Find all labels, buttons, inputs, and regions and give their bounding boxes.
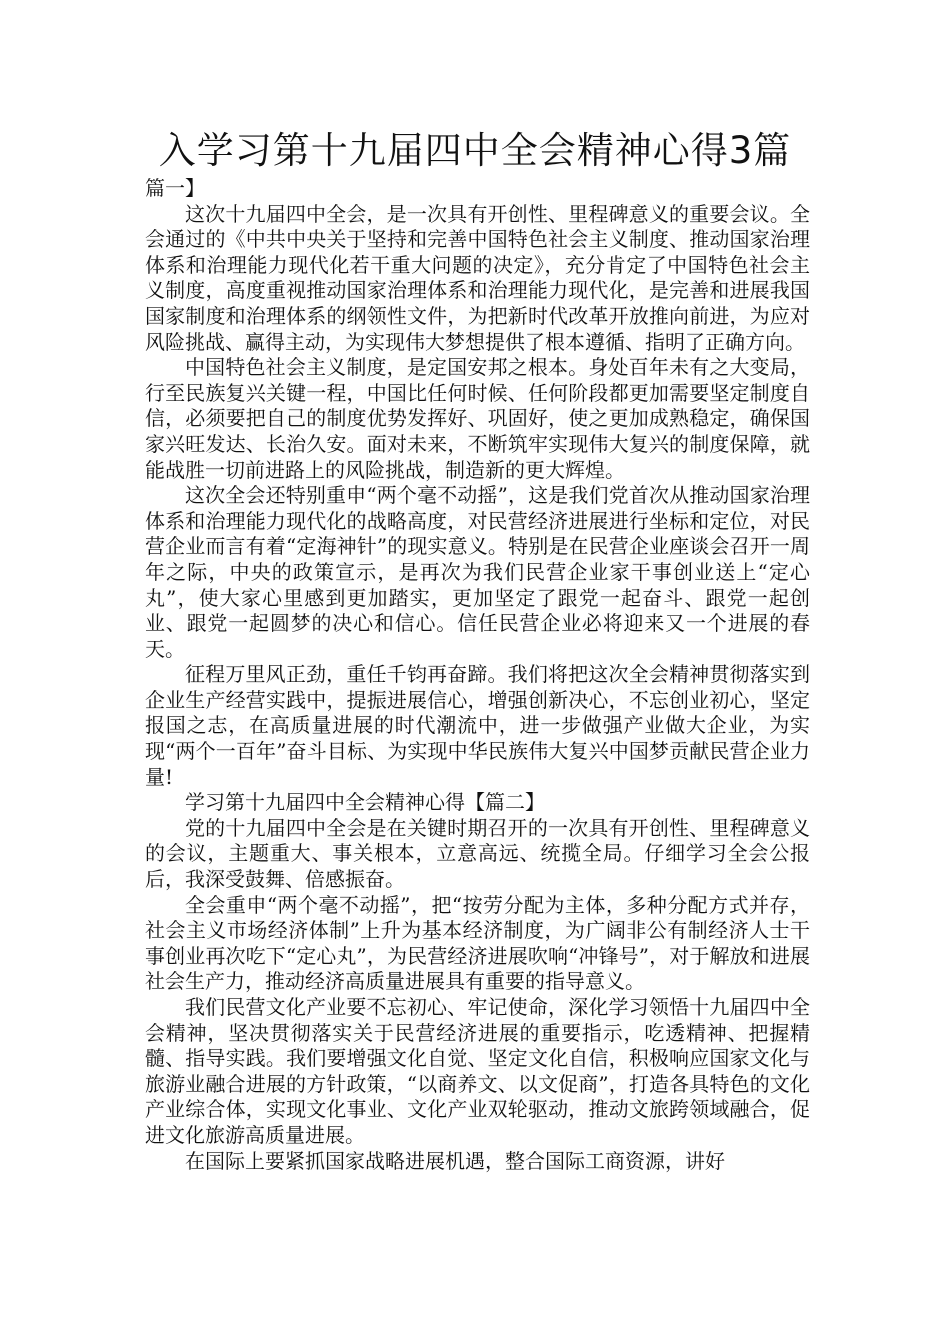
paragraph: 中国特色社会主义制度，是定国安邦之根本。身处百年未有之大变局，行至民族复兴关键一程，中国比任何时候、任何阶段都更加需要坚定制度自信，必须要把自己的制度优势发挥好、巩固好，使之更加成熟稳定，确保国家兴旺发达、长治久安。面对未来，不断筑牢实现伟大复兴的制度保障，就能战胜一切前进路上的风险挑战，制造新的更大辉煌。 <box>145 355 810 482</box>
paragraph: 这次全会还特别重申“两个毫不动摇”，这是我们党首次从推动国家治理体系和治理能力现代化的战略高度，对民营经济进展进行坐标和定位，对民营企业而言有着“定海神针”的现实意义。特别是在民营企业座谈会召开一周年之际，中央的政策宣示，是再次为我们民营企业家干事创业送上“定心丸”，使大家心里感到更加踏实，更加坚定了跟党一起奋斗、跟党一起创业、跟党一起圆梦的决心和信心。信任民营企业必将迎来又一个进展的春天。 <box>145 483 810 661</box>
section-heading: 学习第十九届四中全会精神心得【篇二】 <box>185 790 545 815</box>
section-heading: 篇一】 <box>145 176 205 200</box>
paragraph: 在国际上要紧抓国家战略进展机遇，整合国际工商资源，讲好 <box>185 1148 725 1173</box>
paragraph: 这次十九届四中全会，是一次具有开创性、里程碑意义的重要会议。全会通过的《中共中央关于坚持和完善中国特色社会主义制度、推动国家治理体系和治理能力现代化若干重大问题的决定》，充分肯定了中国特色社会主义制度，高度重视推动国家治理体系和治理能力现代化，是完善和进展我国国家制度和治理体系的纲领性文件，为把新时代改革开放推向前进，为应对风险挑战、赢得主动，为实现伟大梦想提供了根本遵循、指明了正确方向。 <box>145 201 810 354</box>
paragraph: 全会重申“两个毫不动摇”，把“按劳分配为主体，多种分配方式并存，社会主义市场经济体制”上升为基本经济制度，为广阔非公有制经济人士干事创业再次吃下“定心丸”，为民营经济进展吹响“冲锋号”，对于解放和进展社会生产力，推动经济高质量进展具有重要的指导意义。 <box>145 892 810 994</box>
document-title: 入学习第十九届四中全会精神心得3篇 <box>158 129 792 172</box>
paragraph: 征程万里风正劲，重任千钧再奋蹄。我们将把这次全会精神贯彻落实到企业生产经营实践中，提振进展信心，增强创新决心，不忘创业初心，坚定报国之志，在高质量进展的时代潮流中，进一步做强产业做大企业，为实现“两个一百年”奋斗目标、为实现中华民族伟大复兴中国梦贡献民营企业力量! <box>145 662 810 789</box>
document-body <box>145 176 810 1174</box>
paragraph: 我们民营文化产业要不忘初心、牢记使命，深化学习领悟十九届四中全会精神，坚决贯彻落实关于民营经济进展的重要指示，吃透精神、把握精髓、指导实践。我们要增强文化自觉、坚定文化自信，积极响应国家文化与旅游业融合进展的方针政策，“以商养文、以文促商”，打造各具特色的文化产业综合体，实现文化事业、文化产业双轮驱动，推动文旅跨领域融合，促进文化旅游高质量进展。 <box>145 995 810 1147</box>
paragraph: 党的十九届四中全会是在关键时期召开的一次具有开创性、里程碑意义的会议，主题重大、事关根本，立意高远、统揽全局。仔细学习全会公报后，我深受鼓舞、倍感振奋。 <box>145 815 810 892</box>
